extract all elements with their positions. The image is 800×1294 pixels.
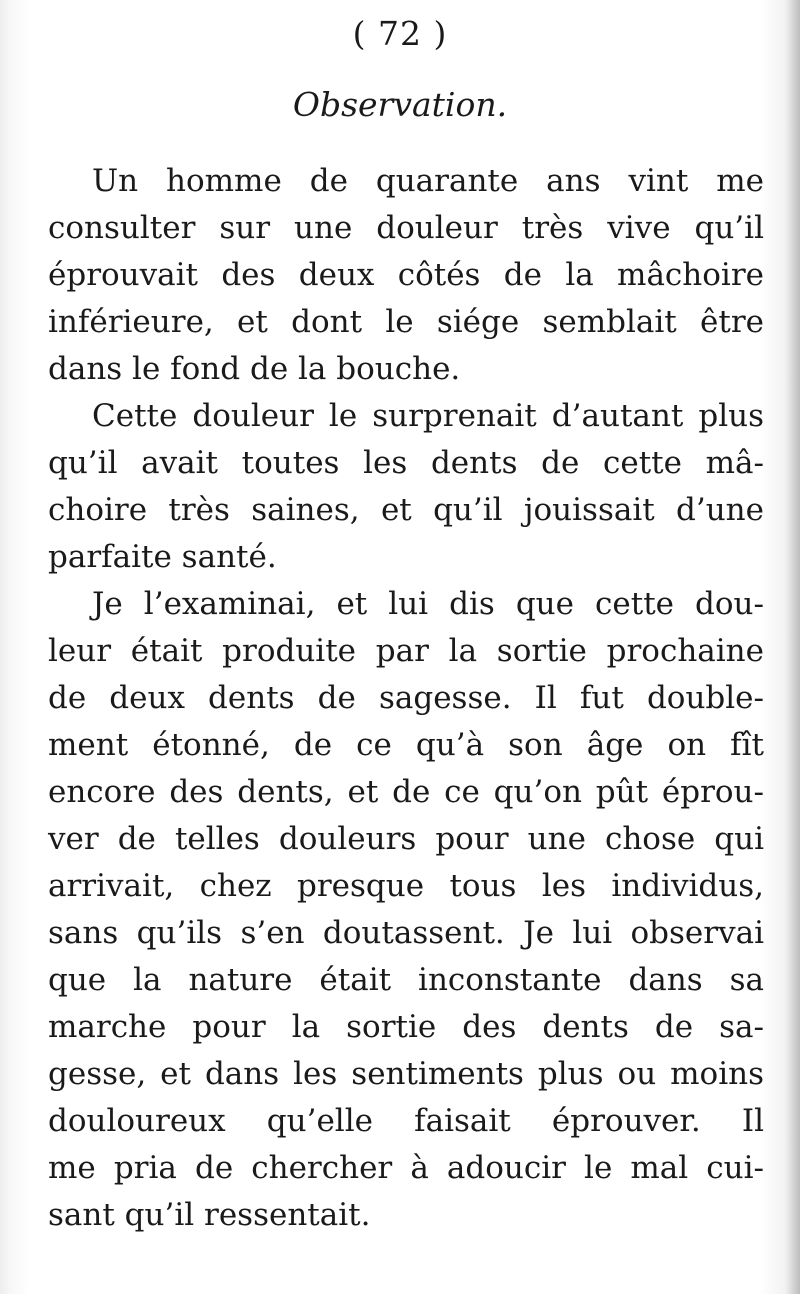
text-line: leur était produite par la sortie prochaine bbox=[48, 633, 764, 669]
text-line: me pria de chercher à adoucir le mal cui- bbox=[48, 1150, 764, 1186]
text-line: dans le fond de la bouche. bbox=[48, 351, 461, 387]
text-line: choire très saines, et qu’il jouissait d’une bbox=[48, 492, 764, 528]
text-line: ment étonné, de ce qu’à son âge on fît bbox=[48, 727, 764, 763]
text-line: inférieure, et dont le siége semblait être bbox=[48, 304, 764, 340]
text-line: de deux dents de sagesse. Il fut double- bbox=[48, 680, 764, 716]
section-heading: Observation. bbox=[292, 85, 508, 124]
text-line: ver de telles douleurs pour une chose qui bbox=[48, 821, 764, 857]
text-line: gesse, et dans les sentiments plus ou moins bbox=[48, 1056, 764, 1092]
text-line: éprouvait des deux côtés de la mâchoire bbox=[48, 257, 764, 293]
text-line: Un homme de quarante ans vint me bbox=[92, 163, 764, 199]
text-line: Cette douleur le surprenait d’autant plus bbox=[92, 398, 764, 434]
text-line: douloureux qu’elle faisait éprouver. Il bbox=[48, 1103, 764, 1139]
text-line: marche pour la sortie des dents de sa- bbox=[48, 1009, 764, 1045]
page-number: ( 72 ) bbox=[352, 14, 448, 53]
text-line: qu’il avait toutes les dents de cette mâ- bbox=[48, 445, 764, 481]
text-line: encore des dents, et de ce qu’on pût éprou- bbox=[48, 774, 764, 810]
text-line: Je l’examinai, et lui dis que cette dou- bbox=[92, 586, 764, 622]
text-line: parfaite santé. bbox=[48, 539, 277, 575]
body-text bbox=[48, 158, 764, 1239]
text-line: sant qu’il ressentait. bbox=[48, 1197, 371, 1233]
text-line: que la nature était inconstante dans sa bbox=[48, 962, 764, 998]
text-line: sans qu’ils s’en doutassent. Je lui observai bbox=[48, 915, 764, 951]
text-line: arrivait, chez presque tous les individus, bbox=[48, 868, 764, 904]
text-line: consulter sur une douleur très vive qu’il bbox=[48, 210, 764, 246]
